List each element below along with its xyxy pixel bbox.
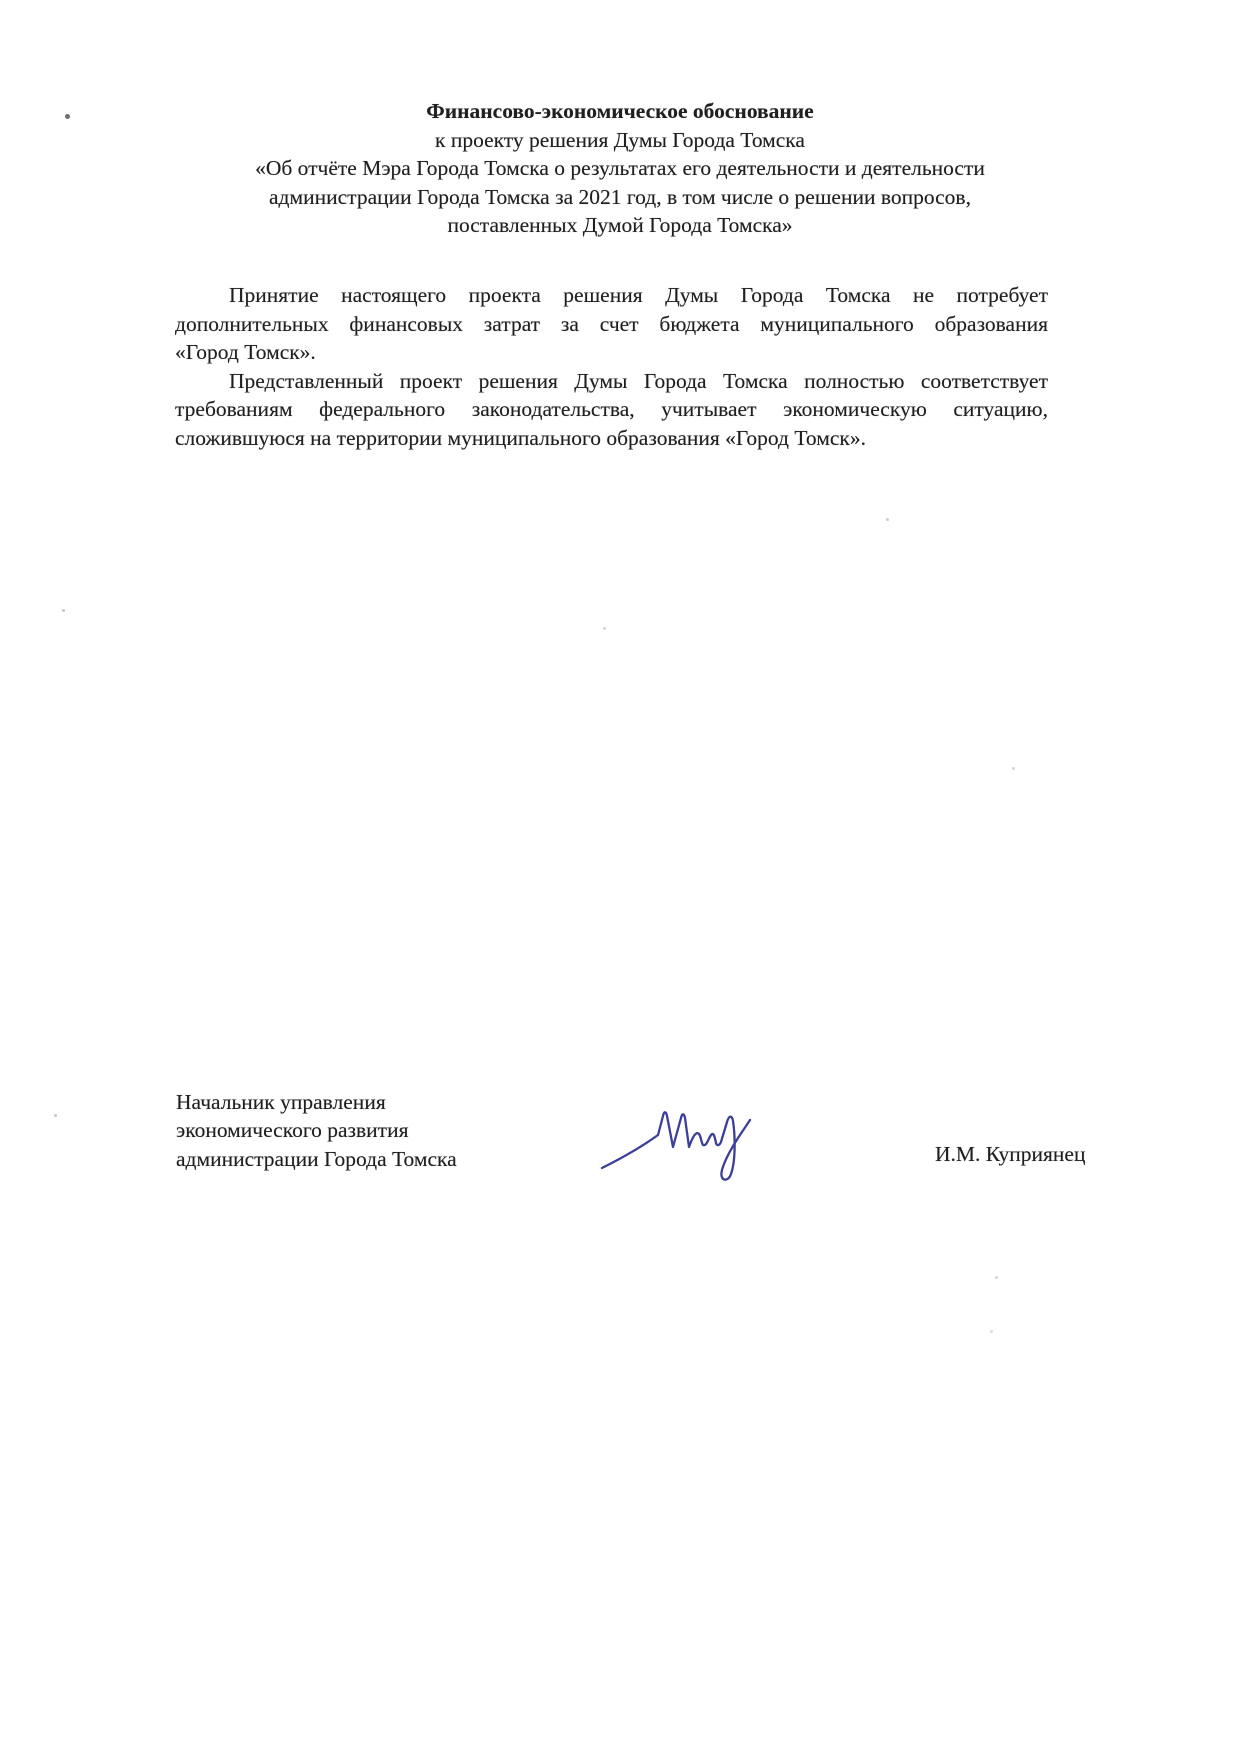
scan-speck	[62, 609, 65, 612]
scan-speck	[603, 627, 606, 630]
paragraph-line: Принятие настоящего проекта решения Думы Города Томска не потребует	[229, 283, 1048, 307]
paragraph	[175, 281, 1048, 367]
scan-speck	[886, 518, 889, 521]
title-line: поставленных Думой Города Томска»	[447, 213, 793, 238]
scan-speck	[990, 1330, 993, 1333]
signatory-position	[176, 1088, 457, 1173]
paragraph-line: сложившуюся на территории муниципального образования «Город Томск».	[175, 425, 866, 450]
scan-speck	[54, 1114, 57, 1117]
document-body	[175, 281, 1048, 453]
title-line: администрации Города Томска за 2021 год, в том числе о решении вопросов,	[269, 184, 971, 209]
handwritten-signature-icon	[596, 1090, 766, 1190]
signatory-position-line: Начальник управления	[176, 1090, 386, 1114]
signature-svg	[596, 1090, 766, 1190]
signature-stroke	[602, 1112, 750, 1179]
paragraph-line: дополнительных финансовых затрат за счет бюджета муниципального образования	[175, 311, 1048, 336]
scan-speck	[995, 1276, 998, 1279]
title-line: «Об отчёте Мэра Города Томска о результатах его деятельности и деятельности	[255, 156, 985, 181]
title-line: к проекту решения Думы Города Томска	[435, 127, 805, 152]
signatory-position-line: экономического развития	[176, 1118, 409, 1143]
document-title	[70, 97, 1170, 240]
scan-speck	[1012, 767, 1015, 770]
signatory-position-line: администрации Города Томска	[176, 1146, 457, 1171]
paragraph-line: «Город Томск».	[175, 340, 316, 365]
paragraph-line: Представленный проект решения Думы Города Томска полностью соответствует	[229, 368, 1048, 393]
title-line: Финансово-экономическое обоснование	[426, 99, 814, 123]
paragraph	[175, 367, 1048, 453]
paragraph-line: требованиям федерального законодательства, учитывает экономическую ситуацию,	[175, 397, 1048, 422]
signatory-name: И.М. Куприянец	[935, 1142, 1086, 1166]
